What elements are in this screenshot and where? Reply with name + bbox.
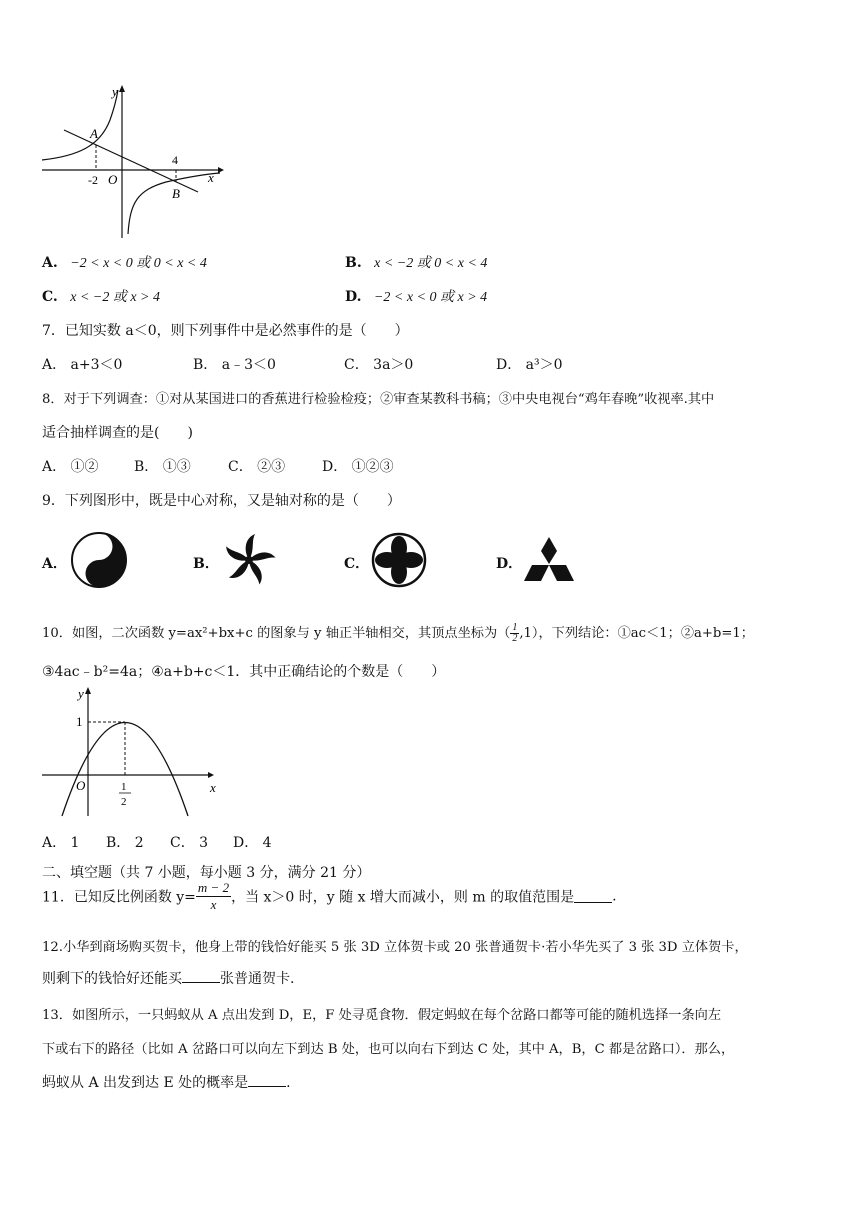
section-title-fill-blank: 二、填空题（共 7 小题，每小题 3 分，满分 21 分） bbox=[42, 865, 371, 881]
pinwheel-flower-icon bbox=[220, 531, 278, 589]
q7-stem: 7．已知实数 a＜0，则下列事件中是必然事件的是（ ） bbox=[42, 323, 409, 339]
q9-stem: 9．下列图形中，既是中心对称，又是轴对称的是（ ） bbox=[42, 493, 401, 509]
q11-stem-a: 11．已知反比例函数 y= bbox=[42, 889, 196, 906]
q6-option-a-text: −2 < x < 0 或 0 < x < 4 bbox=[70, 256, 207, 271]
q11-frac-den: x bbox=[210, 897, 217, 912]
q9-option-c-label: C． bbox=[344, 556, 370, 572]
q11-frac-num: m − 2 bbox=[197, 880, 230, 895]
three-diamond-icon bbox=[520, 535, 578, 585]
q11-stem bbox=[42, 880, 617, 913]
q8-stem-line-2: 适合抽样调查的是( ) bbox=[42, 425, 193, 441]
graph1-origin-label: O bbox=[108, 172, 118, 187]
q9-option-b-label: B． bbox=[193, 556, 219, 572]
four-petal-circle-icon bbox=[370, 531, 428, 589]
q12-line-2-b: 张普通贺卡. bbox=[220, 971, 295, 987]
q12-line-2-a: 则剩下的钱恰好还能买 bbox=[42, 971, 182, 987]
q7-option-b: B． a﹣3＜0 bbox=[193, 357, 276, 373]
q13-line-3 bbox=[42, 1072, 291, 1092]
graph1-point-b-label: B bbox=[172, 186, 180, 201]
q10-stem-line-1-b: ,1），下列结论：①ac＜1；②a+b=1； bbox=[519, 626, 754, 641]
q13-line-1: 13．如图所示，一只蚂蚁从 A 点出发到 D，E，F 处寻觅食物．假定蚂蚁在每个岔路口都等可能的随机选择一条向左 bbox=[42, 1008, 722, 1023]
q13-line-2: 下或右下的路径（比如 A 岔路口可以向左下到达 B 处，也可以向右下到达 C 处，其中 A，B，C 都是岔路口）．那么， bbox=[42, 1042, 735, 1057]
q7-option-c: C． 3a＞0 bbox=[344, 357, 414, 373]
q11-fraction bbox=[196, 880, 231, 913]
q10-stem-line-1-a: 10．如图，二次函数 y=ax²+bx+c 的图象与 y 轴正半轴相交，其顶点坐标为（ bbox=[42, 626, 511, 641]
q11-answer-blank[interactable] bbox=[574, 890, 612, 903]
q8-option-b: B． ①③ bbox=[134, 459, 191, 475]
q9-option-d-label: D． bbox=[496, 556, 523, 572]
q13-answer-blank[interactable] bbox=[248, 1074, 286, 1087]
q6-option-a bbox=[42, 252, 207, 272]
q6-option-b-text: x < −2 或 0 < x < 4 bbox=[374, 256, 488, 271]
q8-option-a: A． ①② bbox=[42, 459, 99, 475]
q10-option-d: D． 4 bbox=[233, 835, 272, 851]
graph2-half-num: 1 bbox=[121, 781, 127, 793]
graph-parabola bbox=[38, 684, 228, 819]
q13-line-3-b: . bbox=[286, 1075, 291, 1091]
q12-line-1: 12.小华到商场购买贺卡，他身上带的钱恰好能买 5 张 3D 立体贺卡或 20 张普通贺卡·若小华先买了 3 张 3D 立体贺卡， bbox=[42, 940, 748, 955]
graph1-tick-4: 4 bbox=[172, 153, 178, 167]
q6-option-b-letter: B. bbox=[345, 255, 362, 271]
q10-stem-line-1 bbox=[42, 622, 754, 644]
q10-vertex-fraction bbox=[510, 623, 519, 644]
q7-option-d: D． a³＞0 bbox=[496, 357, 563, 373]
q8-option-c: C． ②③ bbox=[228, 459, 286, 475]
graph2-origin-label: O bbox=[76, 778, 86, 793]
yin-yang-icon bbox=[70, 531, 128, 589]
q10-stem-line-2: ③4ac﹣b²=4a；④a+b+c＜1．其中正确结论的个数是（ ） bbox=[42, 664, 446, 680]
q10-option-a: A． 1 bbox=[42, 835, 80, 851]
q10-option-c: C． 3 bbox=[170, 835, 209, 851]
graph1-tick-neg2: -2 bbox=[88, 173, 98, 187]
q6-option-a-letter: A. bbox=[42, 255, 58, 271]
q13-line-3-a: 蚂蚁从 A 出发到达 E 处的概率是 bbox=[42, 1075, 249, 1091]
q11-stem-c: . bbox=[612, 888, 617, 905]
q8-option-d: D． ①②③ bbox=[322, 459, 394, 475]
q11-stem-b: ，当 x＞0 时，y 随 x 增大而减小，则 m 的取值范围是 bbox=[231, 889, 575, 906]
graph2-half-den: 2 bbox=[121, 796, 127, 808]
q6-option-c-text: x < −2 或 x > 4 bbox=[70, 290, 161, 305]
q6-option-c bbox=[42, 286, 160, 306]
graph1-y-label: y bbox=[112, 84, 118, 99]
q10-option-b: B． 2 bbox=[106, 835, 144, 851]
q12-line-2 bbox=[42, 968, 294, 988]
q7-option-a: A． a+3＜0 bbox=[42, 357, 123, 373]
graph2-y-label: y bbox=[78, 686, 84, 701]
q12-answer-blank[interactable] bbox=[182, 970, 220, 983]
graph1-x-label: x bbox=[208, 170, 214, 185]
q10-vertex-num: 1 bbox=[512, 622, 518, 633]
graph-hyperbola-line bbox=[38, 82, 228, 242]
graph2-tick-1: 1 bbox=[76, 714, 83, 729]
graph2-x-label: x bbox=[210, 780, 216, 795]
q10-vertex-den: 2 bbox=[512, 633, 518, 644]
graph1-point-a-label: A bbox=[90, 126, 98, 141]
q6-option-c-letter: C. bbox=[42, 289, 58, 305]
q6-option-d-text: −2 < x < 0 或 x > 4 bbox=[373, 290, 488, 305]
q8-stem-line-1: 8．对于下列调查：①对从某国进口的香蕉进行检验检疫；②审查某教科书稿；③中央电视台“鸡年春晚”收视率.其中 bbox=[42, 392, 715, 407]
q9-option-a-label: A． bbox=[42, 556, 67, 572]
q6-option-d bbox=[345, 286, 487, 306]
q6-option-b bbox=[345, 252, 487, 272]
q6-option-d-letter: D. bbox=[345, 289, 362, 305]
